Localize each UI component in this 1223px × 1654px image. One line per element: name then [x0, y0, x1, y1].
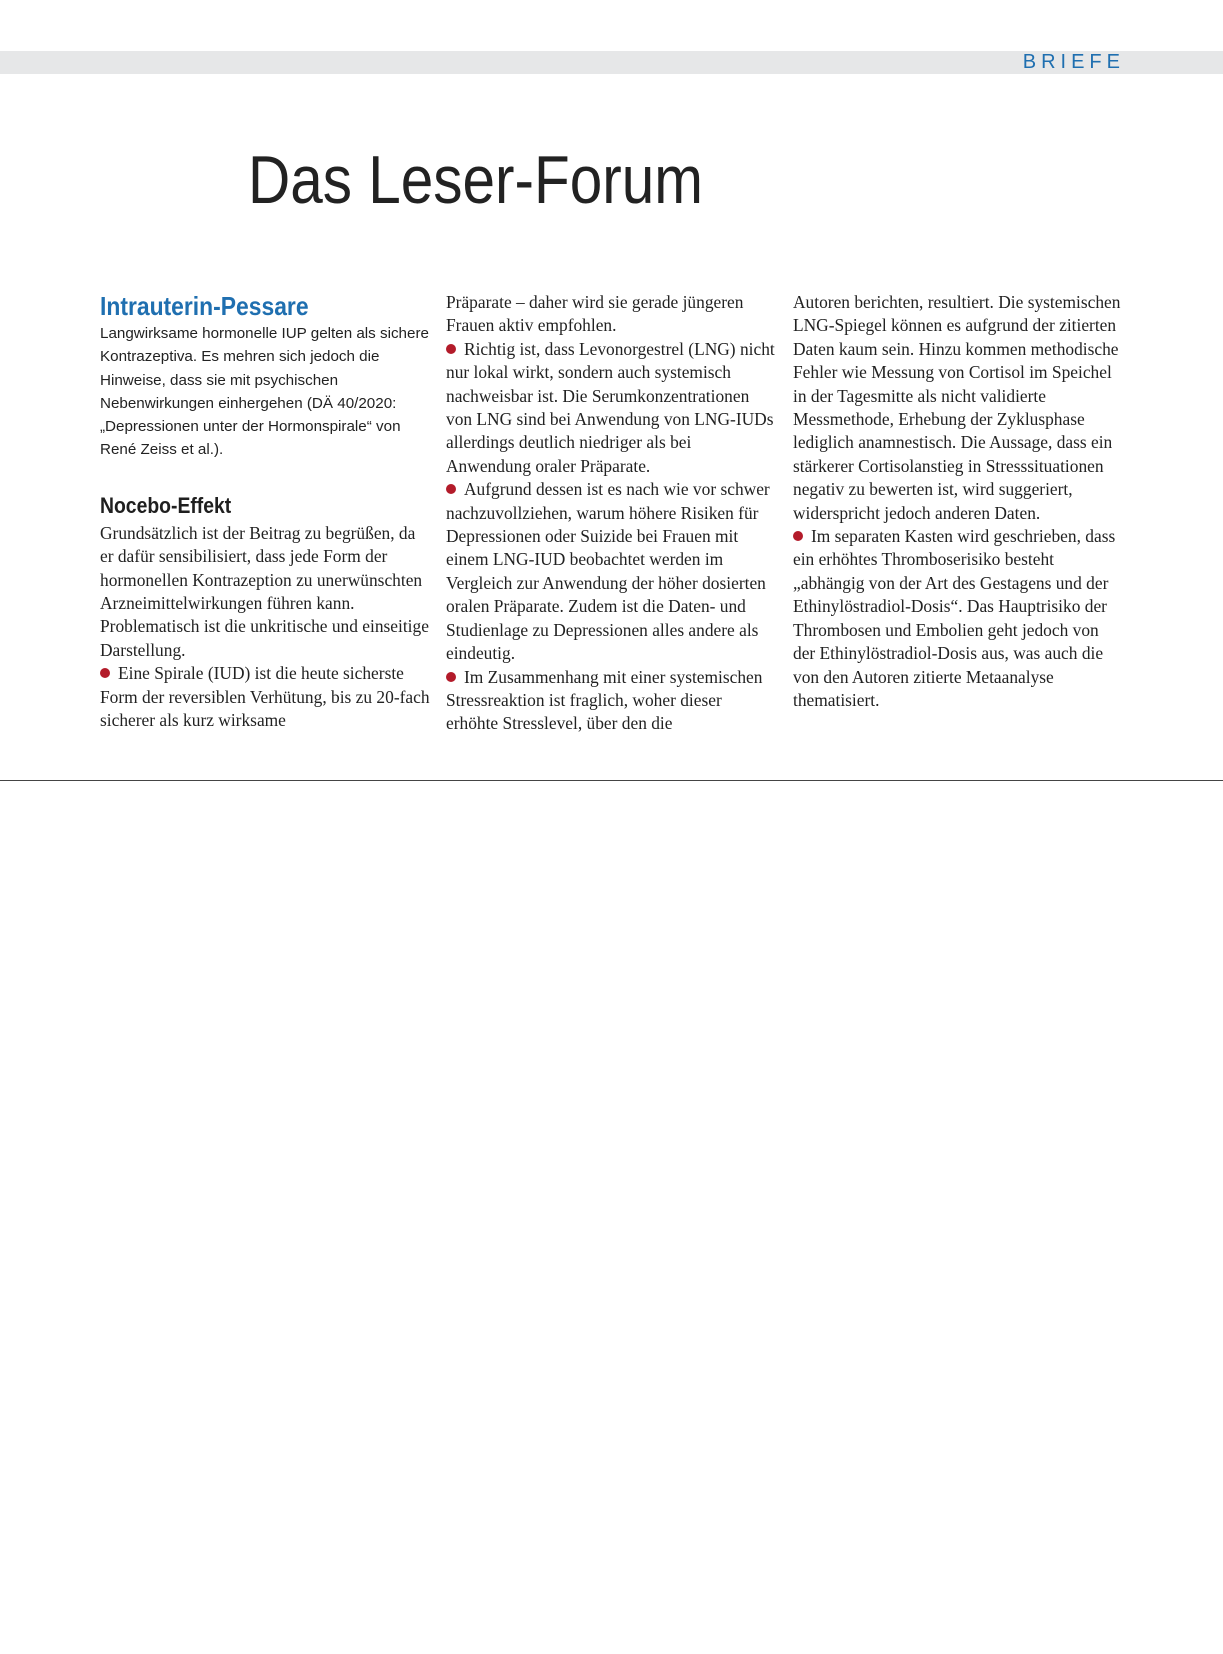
bullet-dot-icon [446, 344, 456, 354]
article-heading: Intrauterin-Pessare [100, 291, 309, 321]
letter-heading: Nocebo-Effekt [100, 492, 232, 518]
bullet-dot-icon [446, 672, 456, 682]
paragraph-text: Eine Spirale (IUD) ist die heute sicherste Form der reversiblen Verhütung, bis zu 20-fach sicherer als kurz wirksame [100, 663, 430, 731]
paragraph [446, 478, 776, 665]
paragraph-text: Im Zusammenhang mit einer systemischen Stressreaktion ist fraglich, woher dieser erhöhte Stresslevel, über den die [446, 666, 763, 734]
article-intro: Langwirksame hormonelle IUP gelten als sichere Kontrazeptiva. Es mehren sich jedoch die Hinweise, dass sie mit psychischen Nebenwirkungen einhergehen (DÄ 40/2020: „Depressionen unter der Hormonspirale“ von René Zeiss et al.). [100, 325, 429, 459]
paragraph-text: Richtig ist, dass Levonorgestrel (LNG) nicht nur lokal wirkt, sondern auch systemisch nachweisbar ist. Die Serumkonzentrationen von LNG sind bei Anwendung von LNG-IUDs allerdings deutlich niedriger als bei Anwendung oraler Präparate. [446, 338, 775, 476]
column-2 [446, 291, 776, 736]
page-title: Das Leser-Forum [248, 142, 703, 218]
paragraph [446, 666, 776, 736]
column-3 [793, 291, 1123, 712]
section-label: BRIEFE [1022, 51, 1125, 73]
paragraph: Autoren berichten, resultiert. Die systemischen LNG-Spiegel können es aufgrund der zitierten Daten kaum sein. Hinzu kommen methodische Fehler wie Messung von Cortisol im Speichel in der Tagesmitte als nicht validierte Messmethode, Erhebung der Zyklusphase lediglich anamnestisch. Die Aussage, dass ein stärkerer Cortisolanstieg in Stresssituationen negativ zu bewerten ist, wird suggeriert, widerspricht jedoch anderen Daten. [793, 292, 1121, 523]
paragraph: Grundsätzlich ist der Beitrag zu begrüßen, da er dafür sensibilisiert, dass jede Form der hormonellen Kontrazeption zu unerwünschten Arzneimittelwirkungen führen kann. Problematisch ist die unkritische und einseitige Darstellung. [100, 522, 429, 660]
bullet-dot-icon [793, 531, 803, 541]
bullet-dot-icon [446, 484, 456, 494]
paragraph [446, 338, 776, 478]
paragraph [793, 525, 1123, 712]
paragraph [100, 662, 430, 732]
paragraph-text: Aufgrund dessen ist es nach wie vor schwer nachzuvollziehen, warum höhere Risiken für Depressionen oder Suizide bei Frauen mit einem LNG-IUD beobachtet werden im Vergleich zur Anwendung der höher dosierten oralen Präparate. Zudem ist die Daten- und Studienlage zu Depressionen alles andere als eindeutig. [446, 479, 770, 664]
divider [0, 780, 1223, 781]
bullet-dot-icon [100, 668, 110, 678]
paragraph: Präparate – daher wird sie gerade jüngeren Frauen aktiv empfohlen. [446, 292, 744, 336]
paragraph-text: Im separaten Kasten wird geschrieben, dass ein erhöhtes Thromboserisiko besteht „abhängig von der Art des Gestagens und der Ethinylöstradiol-Dosis“. Das Hauptrisiko der Thrombosen und Embolien geht jedoch von der Ethinylöstradiol-Dosis aus, was auch die von den Autoren zitierte Metaanalyse thematisiert. [793, 526, 1116, 710]
column-1 [100, 290, 430, 732]
